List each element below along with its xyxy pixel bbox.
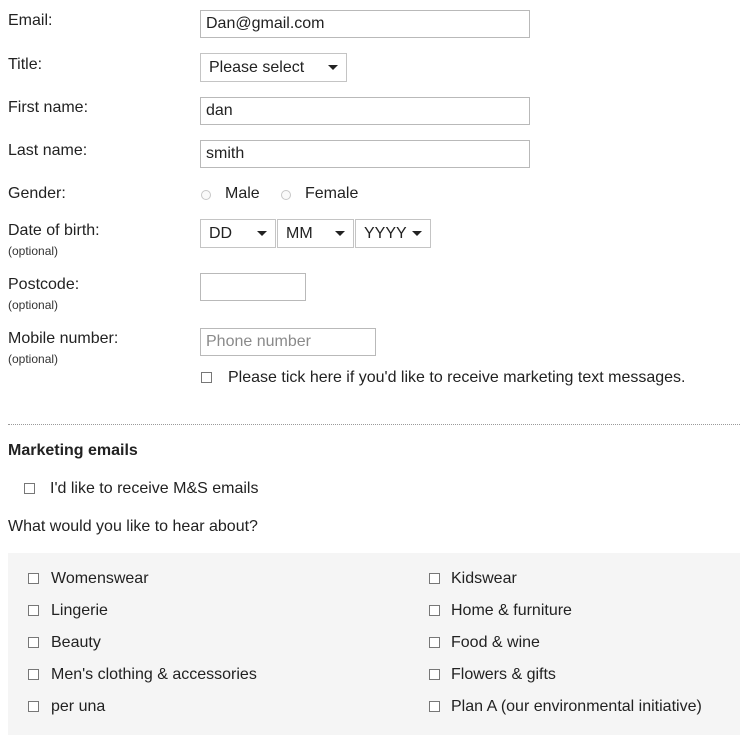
dob-month-value: MM [286,224,313,242]
topic-food-checkbox[interactable] [429,637,440,648]
topic-per-una-checkbox[interactable] [28,701,39,712]
gender-male-radio[interactable] [201,190,211,200]
topic-label: Food & wine [451,634,540,651]
postcode-optional-note: (optional) [8,298,59,312]
mobile-label: Mobile number: [8,330,119,347]
first-name-label: First name: [8,99,89,116]
topic-lingerie-checkbox[interactable] [28,605,39,616]
title-select[interactable] [200,53,347,82]
topic-home-checkbox[interactable] [429,605,440,616]
sms-optin-label: Please tick here if you'd like to receive marketing text messages. [228,369,686,386]
last-name-label: Last name: [8,142,88,159]
topics-question: What would you like to hear about? [8,518,258,535]
topic-label: Flowers & gifts [451,666,556,683]
dob-day-select[interactable] [200,219,276,248]
topic-kidswear-checkbox[interactable] [429,573,440,584]
topic-label: Home & furniture [451,602,572,619]
chevron-down-icon [412,231,422,236]
email-optin-checkbox[interactable] [24,483,35,494]
section-divider [8,424,740,425]
email-optin-label: I'd like to receive M&S emails [50,480,259,497]
dob-day-value: DD [209,224,233,242]
topic-label: per una [51,698,106,715]
title-select-value: Please select [209,58,305,76]
topic-label: Beauty [51,634,101,651]
gender-male-label: Male [225,185,260,202]
mobile-optional-note: (optional) [8,352,59,366]
sms-optin-checkbox[interactable] [201,372,212,383]
email-field[interactable] [200,10,530,38]
email-label: Email: [8,12,53,29]
postcode-field[interactable] [200,273,306,301]
first-name-field[interactable] [200,97,530,125]
gender-female-label: Female [305,185,359,202]
postcode-label: Postcode: [8,276,80,293]
dob-month-select[interactable] [277,219,354,248]
topic-womenswear-checkbox[interactable] [28,573,39,584]
topic-mens-checkbox[interactable] [28,669,39,680]
topic-plan-a-checkbox[interactable] [429,701,440,712]
topic-label: Kidswear [451,570,517,587]
dob-optional-note: (optional) [8,244,59,258]
mobile-field[interactable] [200,328,376,356]
last-name-field[interactable] [200,140,530,168]
chevron-down-icon [335,231,345,236]
chevron-down-icon [328,65,338,70]
gender-female-radio[interactable] [281,190,291,200]
dob-label: Date of birth: [8,222,100,239]
topic-label: Plan A (our environmental initiative) [451,698,702,715]
gender-label: Gender: [8,185,66,202]
dob-year-select[interactable] [355,219,431,248]
chevron-down-icon [257,231,267,236]
topic-label: Lingerie [51,602,108,619]
marketing-heading: Marketing emails [8,442,138,459]
dob-year-value: YYYY [364,224,407,242]
topic-label: Womenswear [51,570,149,587]
title-label: Title: [8,56,43,73]
topic-beauty-checkbox[interactable] [28,637,39,648]
topic-label: Men's clothing & accessories [51,666,257,683]
topic-flowers-checkbox[interactable] [429,669,440,680]
